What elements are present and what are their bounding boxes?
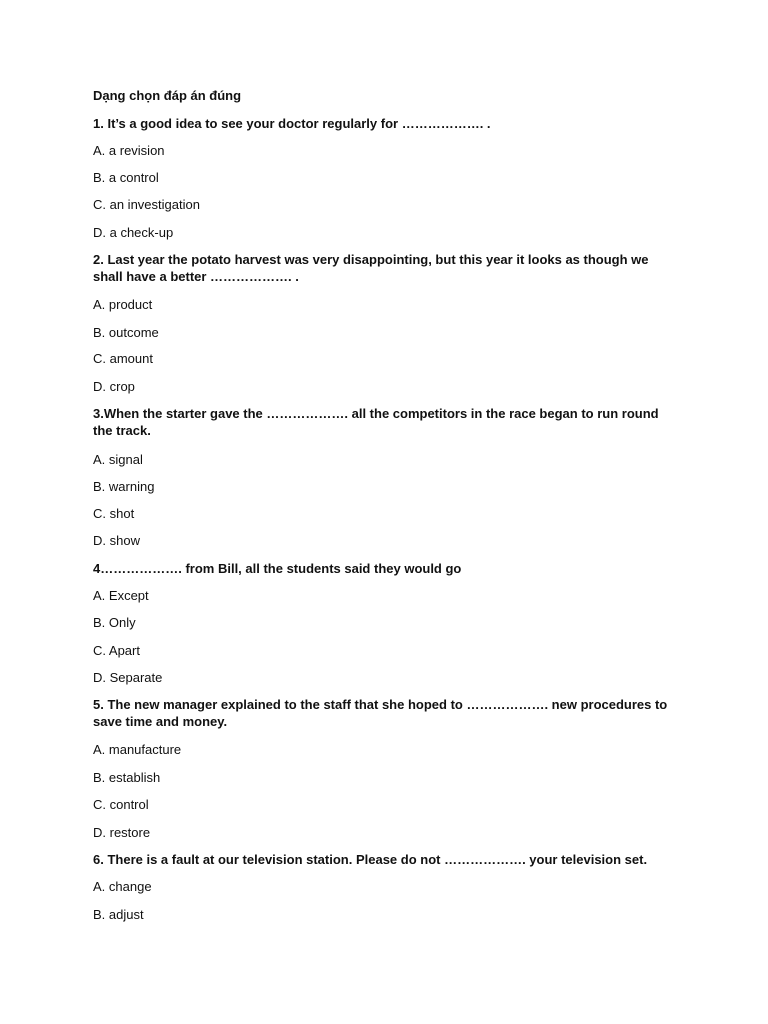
question-5-option-a: A. manufacture (93, 742, 182, 757)
question-2-option-d: D. crop (93, 379, 135, 394)
question-6-option-b: B. adjust (93, 907, 144, 922)
question-5-option-b: B. establish (93, 770, 161, 785)
question-2-option-b: B. outcome (93, 325, 159, 340)
question-1-option-b: B. a control (93, 170, 159, 185)
question-4-option-c: C. Apart (93, 643, 140, 658)
question-1-text: 1. It’s a good idea to see your doctor regularly for ………………. . (93, 116, 491, 131)
question-6-option-a: A. change (93, 879, 152, 894)
question-4-option-b: B. Only (93, 615, 136, 630)
question-5-text: 5. The new manager explained to the staff that she hoped to ………………. new procedures to save time and money. (93, 697, 668, 729)
question-4-text: 4………………. from Bill, all the students said they would go (93, 561, 462, 576)
question-2-option-c: C. amount (93, 351, 153, 366)
question-3-option-a: A. signal (93, 452, 143, 467)
question-3-option-d: D. show (93, 533, 140, 548)
question-1-option-a: A. a revision (93, 143, 165, 158)
document-heading: Dạng chọn đáp án đúng (93, 88, 242, 103)
question-3-option-b: B. warning (93, 479, 155, 494)
question-4-option-a: A. Except (93, 588, 149, 603)
question-2-option-a: A. product (93, 297, 153, 312)
question-5-option-c: C. control (93, 797, 149, 812)
question-6-text: 6. There is a fault at our television station. Please do not ………………. your television set. (93, 852, 648, 867)
question-5-option-d: D. restore (93, 825, 151, 840)
question-2-text: 2. Last year the potato harvest was very disappointing, but this year it looks as though we shall have a better ………………. . (93, 252, 649, 284)
question-1-option-c: C. an investigation (93, 197, 200, 212)
question-1-option-d: D. a check-up (93, 225, 174, 240)
question-4-option-d: D. Separate (93, 670, 163, 685)
question-3-text: 3.When the starter gave the ………………. all the competitors in the race began to run round the track. (93, 406, 659, 438)
question-3-option-c: C. shot (93, 506, 135, 521)
